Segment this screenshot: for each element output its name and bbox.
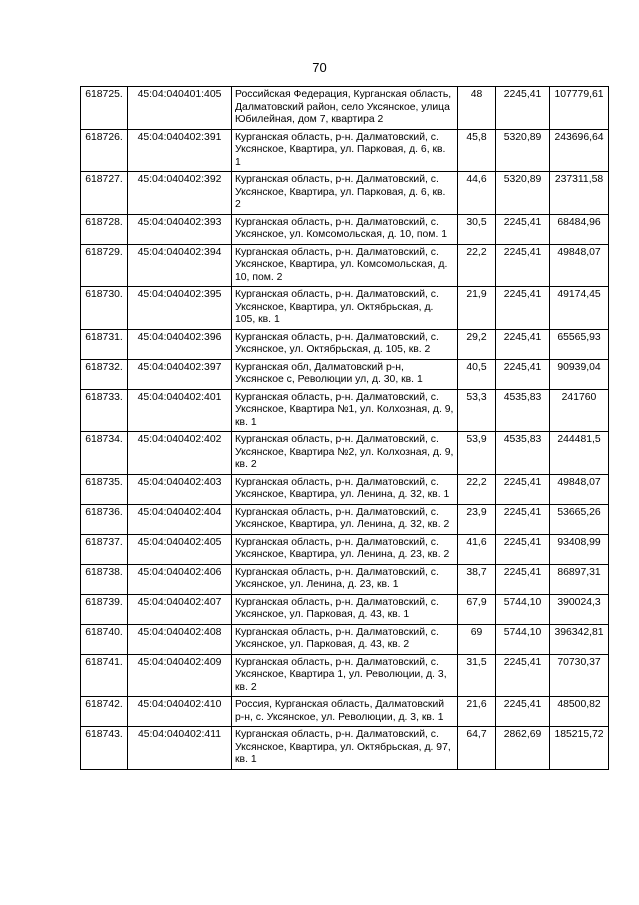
cadastral-number-cell: 45:04:040402:405 xyxy=(128,534,232,564)
cadastral-value-cell: 185215,72 xyxy=(550,727,609,770)
cadastral-number-cell: 45:04:040402:397 xyxy=(128,359,232,389)
cadastral-number-cell: 45:04:040402:394 xyxy=(128,244,232,287)
area-cell: 44,6 xyxy=(458,172,496,215)
table-row xyxy=(81,87,609,130)
cadastral-number-cell: 45:04:040402:410 xyxy=(128,697,232,727)
area-cell: 38,7 xyxy=(458,564,496,594)
row-number-cell: 618743. xyxy=(81,727,128,770)
address-cell: Россия, Курганская область, Далматовский р-н, с. Уксянское, ул. Революции, д. 3, кв. 1 xyxy=(232,697,458,727)
cadastral-value-cell: 237311,58 xyxy=(550,172,609,215)
table-row xyxy=(81,654,609,697)
specific-value-cell: 2245,41 xyxy=(496,564,550,594)
cadastral-value-cell: 390024,3 xyxy=(550,594,609,624)
table-row xyxy=(81,129,609,172)
table-row xyxy=(81,329,609,359)
address-cell: Курганская область, р-н. Далматовский, с. Уксянское, Квартира, ул. Парковая, д. 6, кв. 2 xyxy=(232,172,458,215)
property-registry-table xyxy=(80,86,609,770)
specific-value-cell: 2245,41 xyxy=(496,359,550,389)
cadastral-value-cell: 107779,61 xyxy=(550,87,609,130)
row-number-cell: 618728. xyxy=(81,214,128,244)
row-number-cell: 618734. xyxy=(81,432,128,475)
specific-value-cell: 4535,83 xyxy=(496,432,550,475)
area-cell: 48 xyxy=(458,87,496,130)
table-row xyxy=(81,564,609,594)
row-number-cell: 618729. xyxy=(81,244,128,287)
area-cell: 53,9 xyxy=(458,432,496,475)
address-cell: Курганская область, р-н. Далматовский, с. Уксянское, Квартира, ул. Октябрьская, д. 97, кв. 1 xyxy=(232,727,458,770)
address-cell: Курганская область, р-н. Далматовский, с. Уксянское, ул. Парковая, д. 43, кв. 1 xyxy=(232,594,458,624)
area-cell: 45,8 xyxy=(458,129,496,172)
cadastral-value-cell: 70730,37 xyxy=(550,654,609,697)
address-cell: Курганская область, р-н. Далматовский, с. Уксянское, ул. Октябрьская, д. 105, кв. 2 xyxy=(232,329,458,359)
cadastral-value-cell: 86897,31 xyxy=(550,564,609,594)
specific-value-cell: 2245,41 xyxy=(496,534,550,564)
cadastral-value-cell: 241760 xyxy=(550,389,609,432)
specific-value-cell: 2245,41 xyxy=(496,504,550,534)
specific-value-cell: 5744,10 xyxy=(496,624,550,654)
cadastral-value-cell: 68484,96 xyxy=(550,214,609,244)
table-row xyxy=(81,214,609,244)
cadastral-number-cell: 45:04:040402:407 xyxy=(128,594,232,624)
cadastral-number-cell: 45:04:040402:403 xyxy=(128,474,232,504)
address-cell: Курганская область, р-н. Далматовский, с. Уксянское, ул. Комсомольская, д. 10, пом. 1 xyxy=(232,214,458,244)
page-number: 70 xyxy=(312,60,327,75)
cadastral-number-cell: 45:04:040402:411 xyxy=(128,727,232,770)
address-cell: Курганская область, р-н. Далматовский, с. Уксянское, Квартира 1, ул. Революции, д. 3, кв. 2 xyxy=(232,654,458,697)
area-cell: 41,6 xyxy=(458,534,496,564)
area-cell: 23,9 xyxy=(458,504,496,534)
area-cell: 40,5 xyxy=(458,359,496,389)
row-number-cell: 618730. xyxy=(81,287,128,330)
cadastral-value-cell: 48500,82 xyxy=(550,697,609,727)
cadastral-value-cell: 65565,93 xyxy=(550,329,609,359)
registry-body xyxy=(81,87,609,770)
row-number-cell: 618726. xyxy=(81,129,128,172)
cadastral-value-cell: 49848,07 xyxy=(550,474,609,504)
cadastral-value-cell: 396342,81 xyxy=(550,624,609,654)
area-cell: 21,9 xyxy=(458,287,496,330)
row-number-cell: 618739. xyxy=(81,594,128,624)
specific-value-cell: 5320,89 xyxy=(496,172,550,215)
cadastral-value-cell: 244481,5 xyxy=(550,432,609,475)
cadastral-number-cell: 45:04:040402:408 xyxy=(128,624,232,654)
cadastral-value-cell: 243696,64 xyxy=(550,129,609,172)
row-number-cell: 618736. xyxy=(81,504,128,534)
specific-value-cell: 2245,41 xyxy=(496,654,550,697)
area-cell: 22,2 xyxy=(458,244,496,287)
address-cell: Курганская область, р-н. Далматовский, с. Уксянское, ул. Ленина, д. 23, кв. 1 xyxy=(232,564,458,594)
table-row xyxy=(81,359,609,389)
area-cell: 29,2 xyxy=(458,329,496,359)
row-number-cell: 618738. xyxy=(81,564,128,594)
address-cell: Курганская область, р-н. Далматовский, с. Уксянское, Квартира, ул. Ленина, д. 32, кв. 1 xyxy=(232,474,458,504)
row-number-cell: 618727. xyxy=(81,172,128,215)
cadastral-number-cell: 45:04:040402:409 xyxy=(128,654,232,697)
cadastral-number-cell: 45:04:040402:396 xyxy=(128,329,232,359)
cadastral-number-cell: 45:04:040402:406 xyxy=(128,564,232,594)
address-cell: Курганская область, р-н. Далматовский, с. Уксянское, Квартира, ул. Комсомольская, д. 10, пом. 2 xyxy=(232,244,458,287)
cadastral-number-cell: 45:04:040402:395 xyxy=(128,287,232,330)
specific-value-cell: 5744,10 xyxy=(496,594,550,624)
table-row xyxy=(81,624,609,654)
row-number-cell: 618737. xyxy=(81,534,128,564)
cadastral-number-cell: 45:04:040402:393 xyxy=(128,214,232,244)
table-row xyxy=(81,432,609,475)
specific-value-cell: 2245,41 xyxy=(496,329,550,359)
specific-value-cell: 2245,41 xyxy=(496,697,550,727)
address-cell: Курганская область, р-н. Далматовский, с. Уксянское, Квартира, ул. Парковая, д. 6, кв. 1 xyxy=(232,129,458,172)
specific-value-cell: 2862,69 xyxy=(496,727,550,770)
table-row xyxy=(81,474,609,504)
address-cell: Курганская область, р-н. Далматовский, с. Уксянское, Квартира, ул. Ленина, д. 23, кв. 2 xyxy=(232,534,458,564)
table-row xyxy=(81,244,609,287)
cadastral-number-cell: 45:04:040402:392 xyxy=(128,172,232,215)
address-cell: Курганская обл, Далматовский р-н, Уксянское с, Революции ул, д. 30, кв. 1 xyxy=(232,359,458,389)
address-cell: Курганская область, р-н. Далматовский, с. Уксянское, ул. Парковая, д. 43, кв. 2 xyxy=(232,624,458,654)
cadastral-number-cell: 45:04:040402:391 xyxy=(128,129,232,172)
cadastral-number-cell: 45:04:040402:402 xyxy=(128,432,232,475)
cadastral-number-cell: 45:04:040402:401 xyxy=(128,389,232,432)
cadastral-number-cell: 45:04:040401:405 xyxy=(128,87,232,130)
specific-value-cell: 4535,83 xyxy=(496,389,550,432)
cadastral-value-cell: 93408,99 xyxy=(550,534,609,564)
row-number-cell: 618735. xyxy=(81,474,128,504)
cadastral-value-cell: 49174,45 xyxy=(550,287,609,330)
cadastral-number-cell: 45:04:040402:404 xyxy=(128,504,232,534)
table-row xyxy=(81,727,609,770)
address-cell: Курганская область, р-н. Далматовский, с. Уксянское, Квартира, ул. Октябрьская, д. 105, кв. 1 xyxy=(232,287,458,330)
area-cell: 64,7 xyxy=(458,727,496,770)
table-row xyxy=(81,287,609,330)
address-cell: Российская Федерация, Курганская область, Далматовский район, село Уксянское, улица Юбилейная, дом 7, квартира 2 xyxy=(232,87,458,130)
specific-value-cell: 5320,89 xyxy=(496,129,550,172)
table-row xyxy=(81,534,609,564)
area-cell: 31,5 xyxy=(458,654,496,697)
specific-value-cell: 2245,41 xyxy=(496,214,550,244)
row-number-cell: 618725. xyxy=(81,87,128,130)
area-cell: 30,5 xyxy=(458,214,496,244)
table-row xyxy=(81,389,609,432)
table-row xyxy=(81,594,609,624)
specific-value-cell: 2245,41 xyxy=(496,244,550,287)
area-cell: 53,3 xyxy=(458,389,496,432)
table-row xyxy=(81,697,609,727)
row-number-cell: 618741. xyxy=(81,654,128,697)
table-row xyxy=(81,504,609,534)
row-number-cell: 618740. xyxy=(81,624,128,654)
area-cell: 69 xyxy=(458,624,496,654)
row-number-cell: 618742. xyxy=(81,697,128,727)
row-number-cell: 618732. xyxy=(81,359,128,389)
table-row xyxy=(81,172,609,215)
address-cell: Курганская область, р-н. Далматовский, с. Уксянское, Квартира, ул. Ленина, д. 32, кв. 2 xyxy=(232,504,458,534)
specific-value-cell: 2245,41 xyxy=(496,287,550,330)
address-cell: Курганская область, р-н. Далматовский, с. Уксянское, Квартира №2, ул. Колхозная, д. 9, кв. 2 xyxy=(232,432,458,475)
area-cell: 67,9 xyxy=(458,594,496,624)
area-cell: 21,6 xyxy=(458,697,496,727)
specific-value-cell: 2245,41 xyxy=(496,474,550,504)
cadastral-value-cell: 53665,26 xyxy=(550,504,609,534)
cadastral-value-cell: 49848,07 xyxy=(550,244,609,287)
area-cell: 22,2 xyxy=(458,474,496,504)
cadastral-value-cell: 90939,04 xyxy=(550,359,609,389)
row-number-cell: 618733. xyxy=(81,389,128,432)
address-cell: Курганская область, р-н. Далматовский, с. Уксянское, Квартира №1, ул. Колхозная, д. 9, кв. 1 xyxy=(232,389,458,432)
specific-value-cell: 2245,41 xyxy=(496,87,550,130)
row-number-cell: 618731. xyxy=(81,329,128,359)
